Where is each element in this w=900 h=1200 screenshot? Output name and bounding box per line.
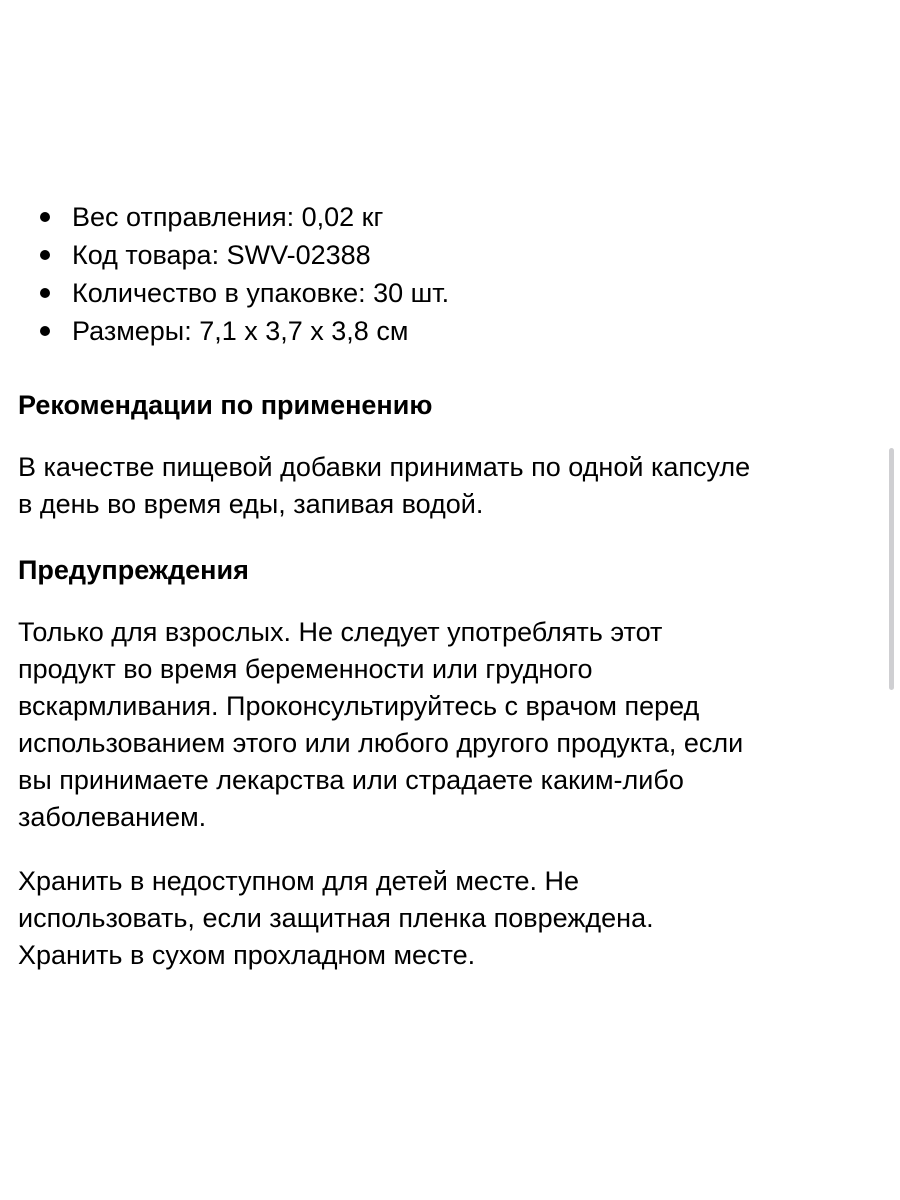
spec-code-text: Код товара: SWV-02388 bbox=[72, 240, 371, 270]
warnings-line: использованием этого или любого другого продукта, если bbox=[18, 728, 744, 758]
storage-line: Хранить в недоступном для детей месте. Не bbox=[18, 866, 580, 896]
warnings-paragraph bbox=[18, 614, 888, 836]
spec-item-quantity bbox=[18, 274, 888, 312]
storage-line: Хранить в сухом прохладном месте. bbox=[18, 940, 476, 970]
spec-item-code bbox=[18, 236, 888, 274]
bullet-icon bbox=[40, 250, 50, 260]
usage-heading: Рекомендации по применению bbox=[18, 390, 433, 420]
warnings-heading: Предупреждения bbox=[18, 555, 249, 585]
warnings-line: вскармливания. Проконсультируйтесь с врачом перед bbox=[18, 691, 700, 721]
bullet-icon bbox=[40, 288, 50, 298]
bullet-icon bbox=[40, 326, 50, 336]
warnings-line: вы принимаете лекарства или страдаете каким-либо bbox=[18, 765, 684, 795]
warnings-line: продукт во время беременности или грудного bbox=[18, 654, 593, 684]
storage-paragraph bbox=[18, 863, 888, 974]
product-description bbox=[18, 198, 888, 974]
usage-paragraph bbox=[18, 449, 888, 523]
warnings-line: Только для взрослых. Не следует употреблять этот bbox=[18, 617, 663, 647]
storage-line: использовать, если защитная пленка повреждена. bbox=[18, 903, 654, 933]
warnings-line: заболеванием. bbox=[18, 802, 207, 832]
usage-line: в день во время еды, запивая водой. bbox=[18, 489, 484, 519]
usage-line: В качестве пищевой добавки принимать по одной капсуле bbox=[18, 452, 751, 482]
spec-item-dimensions bbox=[18, 312, 888, 350]
bullet-icon bbox=[40, 212, 50, 222]
spec-weight-text: Вес отправления: 0,02 кг bbox=[72, 202, 384, 232]
spec-item-weight bbox=[18, 198, 888, 236]
spec-dimensions-text: Размеры: 7,1 х 3,7 х 3,8 см bbox=[72, 316, 409, 346]
spec-quantity-text: Количество в упаковке: 30 шт. bbox=[72, 278, 450, 308]
scrollbar-thumb[interactable] bbox=[889, 448, 894, 690]
spec-list bbox=[18, 198, 888, 350]
